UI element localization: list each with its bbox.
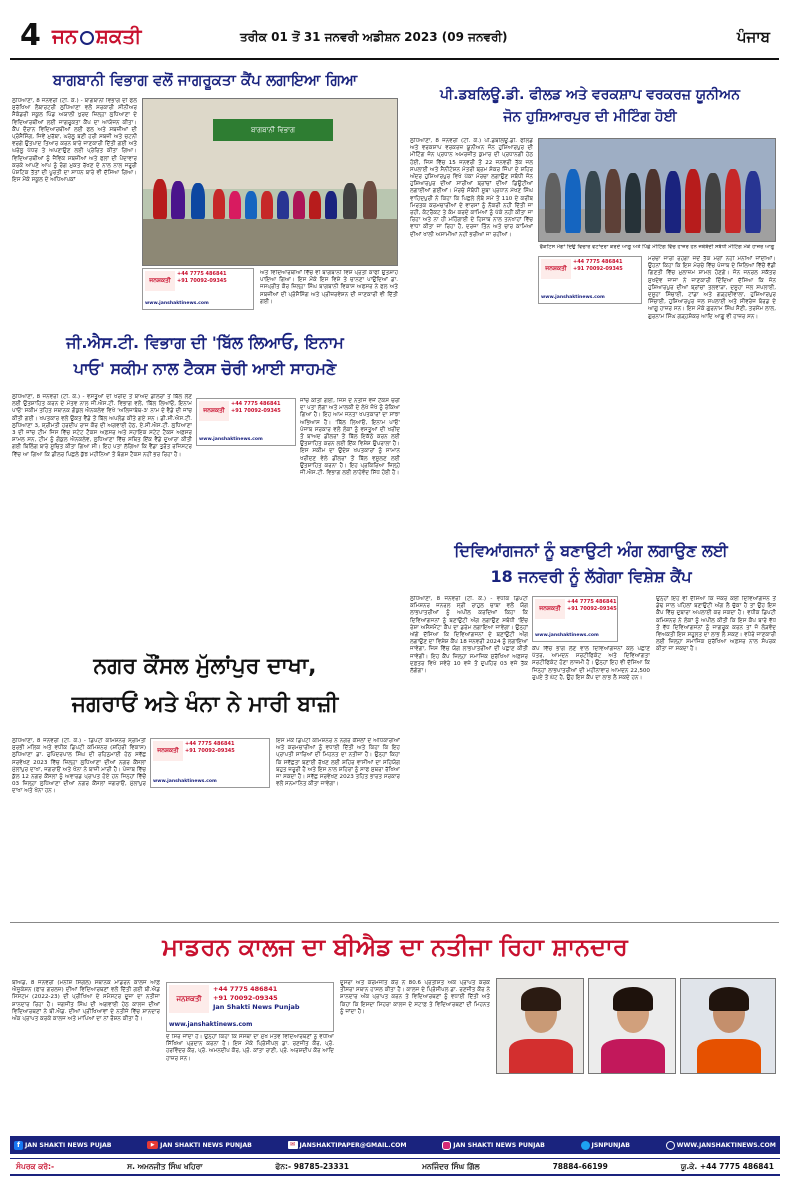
facebook-icon: f — [14, 1141, 23, 1150]
person-silhouette — [363, 181, 377, 219]
person-silhouette — [325, 191, 337, 219]
house-ad[interactable] — [142, 268, 254, 310]
ad-phones: +44 7775 486841 +91 70092-09345 — [185, 741, 235, 754]
banner: ਬਾਗਬਾਨੀ ਵਿਭਾਗ — [213, 119, 333, 141]
ad-logo: ਜਨਸ਼ਕਤੀ — [153, 741, 183, 761]
story-headline: ਨਗਰ ਕੌਂਸਲ ਮੁੱਲਾਂਪੁਰ ਦਾਖਾ, — [93, 654, 317, 679]
house-ad[interactable] — [166, 982, 334, 1032]
logo-word-right: ਸ਼ਕਤੀ — [95, 24, 142, 48]
article-text: ਕੈਂਪ ਵਿੱਚ ਭਾਗ ਲੈਣ ਵਾਲੇ ਦਿਵਿਆਂਗਜਨਾਂ ਕੋਲ ਪਛਾਣ ਪੱਤਰ, ਆਮਦਨ ਸਰਟੀਫਿਕੇਟ ਅਤੇ ਦਿਵਿਆਂਗਤਾ ਸਰਟੀਫਿਕੇਟ ਹੋਣਾ ਲਾਜ਼ਮੀ ਹੈ। ਉਨ੍ਹਾਂ ਇਹ ਵੀ ਦੱਸਿਆ ਕਿ ਜਿਨ੍ਹਾਂ ਲਾਭਪਾਤਰੀਆਂ ਦੀ ਮਹੀਨਾਵਾਰ ਆਮਦਨ 22,500 ਰੁਪਏ ਤੋਂ ਘੱਟ ਹੈ, ਉਹ ਇਸ ਕੈਂਪ ਦਾ ਲਾਭ ਲੈ ਸਕਦੇ ਹਨ। — [532, 646, 650, 681]
person-silhouette — [191, 183, 205, 219]
story-headline: ਬਾਗਬਾਨੀ ਵਿਭਾਗ ਵਲੋਂ ਜਾਗਰੂਕਤਾ ਕੈਂਪ ਲਗਾਇਆ ਗਿਆ — [52, 71, 358, 89]
house-ad[interactable] — [538, 256, 642, 304]
ad-logo: ਜਨਸ਼ਕਤੀ — [541, 259, 571, 279]
house-ad[interactable] — [532, 596, 618, 642]
logo-chakra-icon — [80, 31, 94, 45]
person-silhouette — [705, 173, 721, 233]
ad-logo: ਜਨਸ਼ਕਤੀ — [535, 599, 565, 619]
footer-link-facebook[interactable]: f JAN SHAKTI NEWS PUJAB — [14, 1141, 112, 1150]
contact-phone[interactable]: ਫੋਨ:- 98785-23331 — [275, 1161, 350, 1171]
hair — [613, 987, 653, 1011]
footer-link-instagram[interactable]: JAN SHAKTI NEWS PUNJAB — [442, 1141, 545, 1150]
contact-editor: ਸ. ਅਮਨਜੀਤ ਸਿੰਘ ਖਹਿਰਾ — [127, 1161, 203, 1171]
ad-website[interactable]: www.janshaktinews.com — [145, 301, 209, 306]
student-photo-3 — [680, 978, 776, 1074]
person-silhouette — [229, 191, 241, 219]
article-text: ਇਸ ਮੌਕੇ ਡਿਪਟੀ ਕਮਿਸ਼ਨਰ ਨੇ ਨਗਰ ਕੌਂਸਲਾਂ ਦੇ ਅਧਿਕਾਰੀਆਂ ਅਤੇ ਕਰਮਚਾਰੀਆਂ ਨੂੰ ਵਧਾਈ ਦਿੱਤੀ ਅਤੇ ਕਿਹਾ ਕਿ ਇਹ ਪ੍ਰਾਪਤੀ ਸਾਰਿਆਂ ਦੀ ਮਿਹਨਤ ਦਾ ਨਤੀਜਾ ਹੈ। ਉਨ੍ਹਾਂ ਕਿਹਾ ਕਿ ਸਵੱਛਤਾ ਬਣਾਈ ਰੱਖਣ ਲਈ ਸ਼ਹਿਰ ਵਾਸੀਆਂ ਦਾ ਸਹਿਯੋਗ ਬਹੁਤ ਜ਼ਰੂਰੀ ਹੈ ਅਤੇ ਇਸ ਨਾਲ ਸ਼ਹਿਰਾਂ ਨੂੰ ਸਾਫ ਸੁਥਰਾ ਰੱਖਿਆ ਜਾ ਸਕਦਾ ਹੈ। ਸਵੱਛ ਸਰਵੇਖਣ 2023 ਤਹਿਤ ਭਾਰਤ ਸਰਕਾਰ ਵਲੋਂ ਸਨਮਾਨਿਤ ਕੀਤਾ ਜਾਵੇਗਾ। — [276, 738, 400, 788]
email-icon: ✉ — [288, 1141, 298, 1149]
photo-caption: ਫੈਕਟਿਸ ਮੰਗਾਂ ਦਿਉ ਵਿਚਾਰ ਵਟਾਂਦਰਾ ਕਰਦੇ ਆਗੂ ਅਤੇ ਪਿੱਛੇ ਮੀਟਿੰਗ ਵਿੱਚ ਹਾਜ਼ਰ ਹਨ ਜਥੇਬੰਦੀ ਸਬੰਧੀ ਮੀਟਿੰਗ ਮੌਕੇ ਹਾਜ਼ਰ ਆਗੂ — [539, 244, 775, 250]
person-silhouette — [245, 191, 257, 219]
story-headline: 18 ਜਨਵਰੀ ਨੂੰ ਲੱਗੇਗਾ ਵਿਸ਼ੇਸ਼ ਕੈਂਪ — [490, 567, 692, 586]
house-ad[interactable] — [196, 398, 296, 446]
article-text: ਲੁਧਿਆਣਾ, 8 ਜਨਵਰੀ (ਟੀ. ਕੇ.) - ਡਿਪਟੀ ਕਮਿਸ਼ਨਰ ਸ੍ਰੀਮਤੀ ਸੁਰਭੀ ਮਲਿਕ ਅਤੇ ਵਧੀਕ ਡਿਪਟੀ ਕਮਿਸ਼ਨਰ (ਸ਼ਹਿਰੀ ਵਿਕਾਸ) ਲੁਧਿਆਣਾ ਡਾ. ਰੁਪਿੰਦਰਪਾਲ ਸਿੰਘ ਦੀ ਰਹਿਨੁਮਾਈ ਹੇਠ ਸਵੱਛ ਸਰਵੇਖਣ 2023 ਵਿੱਚ ਜ਼ਿਲ੍ਹਾ ਲੁਧਿਆਣਾ ਦੀਆਂ ਨਗਰ ਕੌਂਸਲਾਂ ਮੁੱਲਾਂਪੁਰ ਦਾਖਾ, ਜਗਰਾਓਂ ਅਤੇ ਖੰਨਾ ਨੇ ਬਾਜ਼ੀ ਮਾਰੀ ਹੈ। ਪੰਜਾਬ ਵਿੱਚ ਕੁੱਲ 12 ਨਗਰ ਕੌਂਸਲਾਂ ਨੂੰ ਅਵਾਰਡ ਪ੍ਰਾਪਤ ਹੋਏ ਹਨ ਜਿਨ੍ਹਾਂ ਵਿੱਚੋਂ 03 ਜ਼ਿਲ੍ਹਾ ਲੁਧਿਆਣਾ ਦੀਆਂ ਨਗਰ ਕੌਂਸਲਾਂ ਜਗਰਾਓਂ, ਮੁੱਲਾਂਪੁਰ ਦਾਖਾ ਅਤੇ ਖੰਨਾ ਹਨ। — [12, 738, 146, 795]
ad-website[interactable]: www.janshaktinews.com — [541, 295, 605, 300]
article-text: ਲੁਧਿਆਣਾ, 8 ਜਨਵਰੀ (ਟੀ. ਕੇ.) - ਵਸਤੂਆਂ ਦੀ ਖਰੀਦ ਤੋਂ ਬਾਅਦ ਡੀਲਰਾਂ ਤੋਂ ਬਿੱਲ ਲੈਣ ਲਈ ਉਤਸ਼ਾਹਿਤ ਕਰਨ ਦੇ ਮੰਤਵ ਨਾਲ ਜੀ.ਐਸ.ਟੀ. ਵਿਭਾਗ ਵਲੋਂ, 'ਬਿੱਲ ਲਿਆਓ, ਇਨਾਮ ਪਾਓ' ਸਕੀਮ ਤਹਿਤ ਸਥਾਨਕ ਗੋਕੁਲ ਐਨਕਲੇਵ ਵਿਖੇ 'ਅਲਿਜਾਬੇਥ-3' ਨਾਮ ਦੇ ਵੈਡੇ ਦੀ ਜਾਂਚ ਕੀਤੀ ਗਈ। ਖਪਤਕਾਰ ਵਲੋਂ ਉਕਤ ਵੈਂਡੇ ਤੋਂ ਬਿੱਲ ਅਪਲੋਡ ਕੀਤੇ ਗਏ ਸਨ। ਡੀ.ਸੀ.ਐਸ.ਟੀ. ਲੁਧਿਆਣਾ 3, ਸ਼੍ਰੀਮਤੀ ਹਰਦੀਪ ਰਾਜ ਕੌਰ ਦੀ ਅਗਵਾਈ ਹੇਠ, ਏ.ਸੀ.ਐਸ.ਟੀ. ਲੁਧਿਆਣਾ 3 ਦੀ ਜਾਂਚ ਟੀਮ ਜਿਸ ਵਿੱਚ ਸਟੇਟ ਟੈਕਸ ਅਫ਼ਸਰ ਅਤੇ ਸਹਾਇਕ ਸਟੇਟ ਟੈਕਸ ਅਫ਼ਸਰ ਸ਼ਾਮਲ ਸਨ, ਟੀਮ ਨੂੰ ਗੋਕੁਲ ਐਨਕਲੇਵ, ਲੁਧਿਆਣਾ ਵਿੱਚ ਸਥਿਤ ਇੱਕ ਵੈਂਡੇ ਦੁਆਰਾ ਕੀਤੀ ਗਈ ਬਿਲਿੰਗ ਬਾਰੇ ਸੂਚਿਤ ਕੀਤਾ ਗਿਆ ਸੀ। ਇਹ ਪਤਾ ਲੱਗਿਆ ਕਿ ਵੈਂਡਾ ਤੁਰੰਤ ਰਜਿਸਟਰ ਵਿੱਚ ਆ ਗਿਆ ਕਿ ਡੀਲਰ ਪਿਛਲੇ ਕੁੱਝ ਮਹੀਨਿਆਂ ਤੋਂ ਬੋਗਸ ਟੈਕਸ ਨਹੀਂ ਭਰ ਰਿਹਾ ਹੈ। — [12, 394, 192, 458]
hair — [709, 987, 749, 1011]
ad-website[interactable]: www.janshaktinews.com — [169, 1021, 253, 1028]
person-silhouette — [309, 191, 321, 219]
article-text: ਲੁਧਿਆਣਾ, 8 ਜਨਵਰੀ (ਟੀ. ਕੇ.) - ਬਾਗਬਾਨੀ ਵਿਭਾਗ ਦੀ ਫਲ ਸੁਰੱਖਿਆ ਲੈਬਾਰਟਰੀ ਲੁਧਿਆਣਾ ਵਲੋਂ ਸਰਕਾਰੀ ਸੀਨੀਅਰ ਸੈਕੰਡਰੀ ਸਕੂਲ ਪਿੰਡ ਅਯਾਲੀ ਖੁਰਦ ਜ਼ਿਲ੍ਹਾ ਲੁਧਿਆਣਾ ਦੇ ਵਿਦਿਆਰਥੀਆਂ ਲਈ ਜਾਗਰੂਕਤਾ ਕੈਂਪ ਦਾ ਆਯੋਜਨ ਕੀਤਾ। ਕੈਂਪ ਦੌਰਾਨ ਵਿਦਿਆਰਥੀਆਂ ਲਈ ਫਲ ਅਤੇ ਸਬਜ਼ੀਆਂ ਦੀ ਪ੍ਰੋਸੈਸਿੰਗ, ਜਿਵੇਂ ਮੁਰੱਬਾ, ਘਰੇਲੂ ਬਣੀ ਹਰੀ ਸਬਜ਼ੀ ਅਤੇ ਚਟਨੀ ਵਰਗੇ ਉਤਪਾਦ ਤਿਆਰ ਕਰਨ ਬਾਰੇ ਜਾਣਕਾਰੀ ਦਿੱਤੀ ਗਈ ਅਤੇ ਘਰੇਲੂ ਪੱਧਰ ਤੇ ਅਪਣਾਉਣ ਲਈ ਪ੍ਰੇਰਿਤ ਕੀਤਾ ਗਿਆ। ਵਿਦਿਆਰਥੀਆਂ ਨੂੰ ਜੈਵਿਕ ਸਬਜ਼ੀਆਂ ਅਤੇ ਫਲਾਂ ਦੀ ਪੈਦਾਵਾਰ ਕਰਕੇ ਆਪਣੇ ਆਪ ਨੂੰ ਰੋਗ ਮੁਕਤ ਰੱਖਣ ਦੇ ਨਾਲ ਨਾਲ ਜਰੂਰੀ ਪੋਸ਼ਟਿਕ ਤੱਤਾਂ ਦੀ ਪੂਰਤੀ ਦਾ ਸਾਧਨ ਬਾਰੇ ਵੀ ਦੱਸਿਆ ਗਿਆ। ਇਸ ਮੌਕੇ ਸਕੂਲ ਦੇ ਅਧਿਆਪਕਾਂ — [12, 98, 137, 184]
footer-link-youtube[interactable]: ▶ JAN SHAKTI NEWS PUNJAB — [147, 1141, 252, 1149]
person-silhouette — [565, 169, 581, 233]
ad-logo: ਜਨਸ਼ਕਤੀ — [145, 271, 175, 291]
story-photo — [142, 98, 398, 266]
article-text: ਬੀਐਡ, 8 ਜਨਵਰੀ (ਮਨੀਸ਼ ਸਿੰਗਲ) ਸਥਾਨਕ ਮਾਡਰਨ ਕਾਲਜ ਆਫ਼ ਐਜੂਕੇਸ਼ਨ (ਫਾਰ ਗਰਲਜ਼) ਦੀਆਂ ਵਿਦਿਆਰਥਣਾਂ ਵਲੋਂ ਦਿੱਤੀ ਗਈ ਬੀ.ਐਡ ਸਿਸਟਮ (2022-23) ਦੀ ਪ੍ਰੀਖਿਆ ਦੇ ਸਮੈਸਟਰ ਦੂਜਾ ਦਾ ਨਤੀਜਾ ਸ਼ਾਨਦਾਰ ਰਿਹਾ ਹੈ। ਜਗਜੀਤ ਸਿੰਘ ਦੀ ਅਗਵਾਈ ਹੇਠ ਕਾਲਜ ਦੀਆਂ ਵਿਦਿਆਰਥਣਾਂ ਨੇ ਬੀ.ਐਡ. ਦੀਆਂ ਪ੍ਰੀਖਿਆਵਾਂ ਦੇ ਨਤੀਜੇ ਵਿੱਚ ਸ਼ਾਨਦਾਰ ਅੰਕ ਪ੍ਰਾਪਤ ਕਰਕੇ ਕਾਲਜ ਅਤੇ ਮਾਪਿਆਂ ਦਾ ਨਾਂ ਰੌਸ਼ਨ ਕੀਤਾ ਹੈ। — [12, 980, 160, 1023]
story-headline: ਪਾਓ' ਸਕੀਮ ਨਾਲ ਟੈਕਸ ਚੋਰੀ ਆਈ ਸਾਹਮਣੇ — [73, 359, 337, 378]
instagram-icon — [442, 1141, 451, 1150]
house-ad[interactable] — [150, 738, 270, 788]
person-silhouette — [585, 171, 601, 233]
ad-website[interactable]: www.janshaktinews.com — [535, 633, 599, 638]
person-silhouette — [545, 173, 561, 233]
ad-phones: +44 7775 486841 +91 70092-09345 Jan Shakti News Punjab — [213, 985, 300, 1011]
story-headline: ਦਿਵਿਆਂਗਜਨਾਂ ਨੂੰ ਬਣਾਉਟੀ ਅੰਗ ਲਗਾਉਣ ਲਈ — [454, 541, 728, 560]
student-photo-2 — [588, 978, 676, 1074]
person-silhouette — [261, 191, 273, 219]
person-silhouette — [277, 191, 289, 219]
footer-links-bar — [10, 1136, 780, 1154]
masthead-rule — [10, 58, 779, 60]
ground — [143, 219, 398, 266]
footer-link-email[interactable]: ✉ JANSHAKTIPAPER@GMAIL.COM — [288, 1141, 407, 1149]
story-headline: ਜਗਰਾਓਂ ਅਤੇ ਖੰਨਾ ਨੇ ਮਾਰੀ ਬਾਜ਼ੀ — [71, 692, 339, 717]
clothes — [601, 1039, 665, 1074]
story-headline: ਪੀ.ਡਬਲਿਊ.ਡੀ. ਫੀਲਡ ਅਤੇ ਵਰਕਸ਼ਾਪ ਵਰਕਰਜ਼ ਯੂਨੀਅਨ — [440, 87, 740, 103]
article-text: ਅਤੇ ਵਿਦਿਆਰਥੀਆਂ ਵਿੱਚ ਵੀ ਬਾਗਬਾਨੀ ਵਿਸ਼ੇ ਪ੍ਰਤੀ ਕਾਫੀ ਉਤਸ਼ਾਹ ਪਾਇਆ ਗਿਆ। ਇਸ ਮੌਕੇ ਇਸ ਵਿਸ਼ੇ ਤੇ ਚਾਨਣਾ ਪਾਉਂਦਿਆਂ ਡਾ. ਜਸਪ੍ਰੀਤ ਕੌਰ ਜ਼ਿਲ੍ਹਾ ਸਿੰਘ ਬਾਗਬਾਨੀ ਵਿਕਾਸ ਅਫਸਰ ਨੇ ਫਲ ਅਤੇ ਸਬਜ਼ੀਆਂ ਦੀ ਪ੍ਰੋਸੈਸਿੰਗ ਅਤੇ ਪ੍ਰੀਜ਼ਰਵੇਸ਼ਨ ਦੀ ਜਾਣਕਾਰੀ ਵੀ ਦਿੱਤੀ ਗਈ। — [260, 270, 398, 305]
ad-logo: ਜਨਸ਼ਕਤੀ — [169, 985, 209, 1013]
contact-label: ਸੰਪਰਕ ਕਰੋ:- — [16, 1161, 55, 1171]
person-silhouette — [153, 179, 167, 219]
article-text: ਜਾਂਚ ਕੀਤੀ ਗਈ, ਜਿਸ ਦੇ ਨਤੀਜੇ ਵਜੋਂ ਟੈਕਸ ਚੋਰੀ ਦਾ ਪਤਾ ਲੱਗਾ ਅਤੇ ਮਾਲਕੀ ਦੇ ਲੇਖੇ ਜੋਖੇ ਨੂੰ ਰੋਕਿਆ ਗਿਆ ਹੈ। ਇਹ ਆਮ ਜਨਤਾ ਖਪਤਕਾਰਾਂ ਦਾ ਸਾਂਝਾ ਅਭਿਆਸ ਹੈ। 'ਬਿੱਲ ਲਿਆਓ, ਇਨਾਮ ਪਾਓ' ਪੰਜਾਬ ਸਰਕਾਰ ਵਲੋਂ ਲੋਕਾਂ ਨੂੰ ਵਸਤੂਆਂ ਦੀ ਖਰੀਦ ਤੋਂ ਬਾਅਦ ਡੀਲਰਾਂ ਤੋਂ ਬਿੱਲ ਇਕੱਠੇ ਕਰਨ ਲਈ ਉਤਸ਼ਾਹਿਤ ਕਰਨ ਲਈ ਇੱਕ ਵਿਸ਼ੇਸ਼ ਉਪਰਾਲਾ ਹੈ। ਇਸ ਸਕੀਮ ਦਾ ਉਦੇਸ਼ ਖਪਤਕਾਰਾਂ ਨੂੰ ਸਾਮਾਨ ਖਰੀਦਣ ਵੇਲੇ ਡੀਲਰਾਂ ਤੋਂ ਬਿੱਲ ਵਸੂਲਣ ਲਈ ਉਤਸ਼ਾਹਿਤ ਕਰਨਾ ਹੈ। ਇਹ ਪ੍ਰਕਿਰਿਆ ਜ਼ਿਲ੍ਹੇ ਜੀ.ਐਸ.ਟੀ. ਵਿਭਾਗ ਲਈ ਲਾਹੇਵੰਦ ਸਿੱਧ ਹੋਈ ਹੈ। — [300, 398, 400, 477]
story-headline: ਮਾਡਰਨ ਕਾਲਜ ਦਾ ਬੀਐਡ ਦਾ ਨਤੀਜਾ ਰਿਹਾ ਸ਼ਾਨਦਾਰ — [162, 933, 628, 961]
contact-uk-phone[interactable]: ਯੂ.ਕੇ. +44 7775 486841 — [680, 1161, 774, 1171]
page-number: 4 — [20, 18, 41, 53]
story-headline: ਜੀ.ਐਸ.ਟੀ. ਵਿਭਾਗ ਦੀ 'ਬਿੱਲ ਲਿਆਓ, ਇਨਾਮ — [66, 333, 344, 352]
masthead-logo — [52, 24, 141, 48]
ad-website[interactable]: www.janshaktinews.com — [153, 779, 217, 784]
person-silhouette — [625, 173, 641, 233]
person-silhouette — [645, 169, 661, 233]
building-wall — [143, 99, 398, 189]
student-photo-1 — [496, 978, 584, 1074]
youtube-icon: ▶ — [147, 1141, 158, 1149]
article-text: ਦੇ ਸਿਰ ਜਾਂਦਾ ਹੈ। ਉਨ੍ਹਾਂ ਕਿਹਾ ਕਿ ਸੰਸਥਾ ਦਾ ਮੁੱਖ ਮੰਤਵ ਵਿਦਿਆਰਥਣਾਂ ਨੂੰ ਵਧੀਆ ਸਿੱਖਿਆ ਪ੍ਰਦਾਨ ਕਰਨਾ ਹੈ। ਇਸ ਮੌਕੇ ਪ੍ਰਿੰਸੀਪਲ ਡਾ. ਰਣਜੀਤ ਕੌਰ, ਪ੍ਰੋ. ਹਰਵਿੰਦਰ ਕੌਰ, ਪ੍ਰੋ. ਅਮਨਦੀਪ ਕੌਰ, ਪ੍ਰੋ. ਕਾਂਤਾ ਰਾਣੀ, ਪ੍ਰੋ. ਅਰਸ਼ਦੀਪ ਕੌਰ ਆਦਿ ਹਾਜ਼ਰ ਸਨ। — [166, 1034, 334, 1062]
ad-phones: +44 7775 486841 +91 70092-09345 — [573, 259, 623, 272]
clothes — [509, 1039, 573, 1074]
logo-word-left: ਜਨ — [52, 24, 78, 48]
story-headline: ਜੋਨ ਹੁਸ਼ਿਆਰਪੁਰ ਦੀ ਮੀਟਿੰਗ ਹੋਈ — [503, 109, 677, 125]
person-silhouette — [685, 169, 701, 233]
footer-contact-bar — [10, 1158, 780, 1176]
globe-icon — [666, 1141, 675, 1150]
ad-phones: +44 7775 486841 +91 70092-09345 — [177, 271, 227, 284]
ad-website[interactable]: www.janshaktinews.com — [199, 437, 263, 442]
dateline: ਤਰੀਕ 01 ਤੋਂ 31 ਜਨਵਰੀ ਅਡੀਸ਼ਨ 2023 (09 ਜਨਵਰੀ) — [240, 30, 508, 44]
person-silhouette — [605, 169, 621, 233]
contact-name-2: ਮਨਜਿੰਦਰ ਸਿੰਘ ਗਿੱਲ — [422, 1161, 480, 1171]
person-silhouette — [213, 189, 225, 219]
article-text: ਲੁਧਿਆਣਾ, 8 ਜਨਵਰੀ (ਟੀ. ਕੇ.) - ਵਧੀਕ ਡਿਪਟੀ ਕਮਿਸ਼ਨਰ ਜਨਰਲ ਸ੍ਰੀ ਰਾਹੁਲ ਚਾਬਾ ਵਲੋਂ ਯੋਗ ਲਾਭਪਾਤਰੀਆਂ ਨੂੰ ਅਪੀਲ ਕਰਦਿਆਂ ਕਿਹਾ ਕਿ ਦਿਵਿਆਂਗਜਨਾਂ ਨੂੰ ਬਣਾਉਟੀ ਅੰਗ ਲਗਾਉਣ ਸਬੰਧੀ 'ਇੰਚ ਰੇਸ਼ਾ ਅਸੈਸਮੈਂਟ' ਕੈਂਪ ਦਾ ਡਰੇਮ ਲਗਾਇਆ ਜਾਵੇਗਾ। ਉਨ੍ਹਾਂ ਅੱਗੇ ਦੱਸਿਆ ਕਿ ਦਿਵਿਆਂਗਜਨਾਂ ਦੇ ਬਣਾਉਟੀ ਅੰਗ ਲਗਾਉਣ ਦਾ ਵਿਸ਼ੇਸ਼ ਕੈਂਪ 18 ਜਨਵਰੀ 2024 ਨੂੰ ਲਗਾਇਆ ਜਾਵੇਗਾ, ਜਿਸ ਵਿੱਚ ਯੋਗ ਲਾਭਪਾਤਰੀਆਂ ਦੀ ਪਛਾਣ ਕੀਤੀ ਜਾਵੇਗੀ। ਇਹ ਕੈਂਪ ਜ਼ਿਲ੍ਹਾ ਸਮਾਜਿਕ ਸੁਰੱਖਿਆ ਅਫ਼ਸਰ ਦਫ਼ਤਰ ਵਿਖੇ ਸਵੇਰੇ 10 ਵਜੇ ਤੋਂ ਦੁਪਹਿਰ 03 ਵਜੇ ਤੱਕ ਲੱਗੇਗਾ। — [410, 596, 528, 675]
section-rule — [10, 922, 779, 923]
clothes — [697, 1039, 761, 1074]
twitter-icon — [581, 1141, 590, 1150]
person-silhouette — [293, 191, 305, 219]
ad-phones: +44 7775 486841 +91 70092-09345 — [231, 401, 281, 414]
contact-phone-2[interactable]: 78884-66199 — [552, 1162, 608, 1171]
person-silhouette — [725, 169, 741, 233]
ad-logo: ਜਨਸ਼ਕਤੀ — [199, 401, 229, 421]
footer-link-website[interactable]: WWW.JANSHAKTINEWS.COM — [666, 1141, 776, 1150]
ad-phones: +44 7775 486841 +91 70092-09345 — [567, 599, 617, 612]
article-text: ਉਨ੍ਹਾਂ ਇਹ ਵੀ ਦੱਸਿਆ ਕਿ ਜੇਕਰ ਕੋਈ ਦਿਵਿਆਂਗਜਨ ਤੋਂ ਡੇਢ ਸਾਲ ਪਹਿਲਾਂ ਬਣਾਉਟੀ ਅੰਗ ਲੈ ਚੁੱਕਾ ਹੈ ਤਾਂ ਉਹ ਇਸ ਕੈਂਪ ਵਿੱਚ ਦੁਬਾਰਾ ਅਪਲਾਈ ਕਰ ਸਕਦਾ ਹੈ। ਵਧੀਕ ਡਿਪਟੀ ਕਮਿਸ਼ਨਰ ਨੇ ਲੋਕਾਂ ਨੂੰ ਅਪੀਲ ਕੀਤੀ ਕਿ ਇਸ ਕੈਂਪ ਬਾਰੇ ਵੱਧ ਤੋਂ ਵੱਧ ਦਿਵਿਆਂਗਜਨਾਂ ਨੂੰ ਜਾਗਰੂਕ ਕਰਨ ਤਾਂ ਜੋ ਲੋੜਵੰਦ ਵਿਅਕਤੀ ਇਸ ਸਹੂਲਤ ਦਾ ਲਾਭ ਲੈ ਸਕਣ। ਵਧੇਰੇ ਜਾਣਕਾਰੀ ਲਈ ਜ਼ਿਲ੍ਹਾ ਸਮਾਜਿਕ ਸੁਰੱਖਿਆ ਅਫ਼ਸਰ ਨਾਲ ਸੰਪਰਕ ਕੀਤਾ ਜਾ ਸਕਦਾ ਹੈ। — [656, 596, 776, 653]
story-photo — [538, 138, 776, 242]
article-text: ਮੋਰਚਾ ਜਾਰੀ ਰਹੇਗਾ ਜਦੋਂ ਤੱਕ ਮੰਗਾਂ ਨਹੀਂ ਮੰਨੀਆਂ ਜਾਂਦੀਆਂ। ਉਹਨਾਂ ਕਿਹਾ ਕਿ ਇਸ ਮੋਰਚੇ ਵਿੱਚ ਪੰਜਾਬ ਦੇ ਜ਼ਿਲਿਆਂ ਵਿੱਚੋਂ ਵੱਡੀ ਗਿਣਤੀ ਵਿੱਚ ਮੁਲਾਜ਼ਮ ਸ਼ਾਮਲ ਹੋਣਗੇ। ਜੋਨ ਜਨਰਲ ਸਕੱਤਰ ਸੁਖਦੇਵ ਜਾਜਾ ਨੇ ਜਾਣਕਾਰੀ ਦਿੰਦਿਆਂ ਦੱਸਿਆ ਕਿ ਜੋਨ ਹੁਸ਼ਿਆਰਪੁਰ ਦੀਆਂ ਬ੍ਰਾਂਚਾਂ ਤਲਵਾੜਾ, ਦਸੂਹਾ ਜਲ ਸਪਲਾਈ, ਦਸੂਹਾ ਸਿੰਚਾਈ, ਟਾਂਡਾ ਅਤੇ ਗੜ੍ਹਦੀਵਾਲਾ, ਹੁਸ਼ਿਆਰਪੁਰ ਸਿੰਚਾਈ, ਹੁਸ਼ਿਆਰਪੁਰ ਜਲ ਸਪਲਾਈ ਅਤੇ ਸੀਵਰੇਜ ਬੋਰਡ ਦੇ ਆਗੂ ਹਾਜ਼ਰ ਸਨ। ਇਸ ਮੌਕੇ ਗੁਰਨਾਮ ਸਿੰਘ ਸੈਣੀ, ਤਰਸੇਮ ਲਾਲ, ਗੁਰਨਾਮ ਸਿੰਘ ਗੜ੍ਹਸ਼ੰਕਰ ਆਦਿ ਆਗੂ ਵੀ ਹਾਜ਼ਰ ਸਨ। — [648, 256, 776, 320]
person-silhouette — [171, 181, 185, 219]
section-name: ਪੰਜਾਬ — [736, 28, 770, 46]
footer-link-twitter[interactable]: JSNPUNJAB — [581, 1141, 630, 1150]
article-text: ਲੁਧਿਆਣਾ, 8 ਜਨਵਰੀ (ਟੀ. ਕੇ.) ਪੀ.ਡਬਲਿਊ.ਡੀ. ਫੀਲਡ ਅਤੇ ਵਰਕਸ਼ਾਪ ਵਰਕਰਜ਼ ਯੂਨੀਅਨ ਜੋਨ ਹੁਸ਼ਿਆਰਪੁਰ ਦੀ ਮੀਟਿੰਗ ਜੋਨ ਪ੍ਰਧਾਨ ਅਮਰਜੀਤ ਕੁਮਾਰ ਦੀ ਪ੍ਰਧਾਨਗੀ ਹੇਠ ਹੋਈ, ਜਿਸ ਵਿੱਚ 15 ਜਨਵਰੀ ਤੋਂ 22 ਜਨਵਰੀ ਤੱਕ ਜਲ ਸਪਲਾਈ ਅਤੇ ਸੈਨੀਟੇਸ਼ਨ ਮੰਤਰੀ ਬ੍ਰਮ ਸ਼ੰਕਰ ਜਿੰਪਾ ਦੇ ਸ਼ਹਿਰ ਅੰਦਰ ਹੁਸ਼ਿਆਰਪੁਰ ਵਿਖੇ ਪੱਕਾ ਮੋਰਚਾ ਲਗਾਉਣ ਸਬੰਧੀ ਜੋਨ ਹੁਸ਼ਿਆਰਪੁਰ ਦੀਆਂ ਸਾਰੀਆਂ ਬ੍ਰਾਂਚਾਂ ਦੀਆਂ ਡਿਊਟੀਆਂ ਲਗਾਈਆਂ ਗਈਆਂ। ਮੋਰਚੇ ਸੰਬੰਧੀ ਸੂਬਾ ਪ੍ਰਧਾਨ ਮੱਖਣ ਸਿੰਘ ਵਾਹਿਦਪੁਰੀ ਨੇ ਕਿਹਾ ਕਿ ਪਿਛਲੇ ਲੰਬੇ ਸਮੇਂ ਤੋਂ 110 ਦੇ ਕਰੀਬ ਮਿਰਤਕ ਕਰਮਚਾਰੀਆਂ ਦੇ ਵਾਰਸਾਂ ਨੂੰ ਨੌਕਰੀ ਨਹੀਂ ਦਿੱਤੀ ਜਾ ਰਹੀ, ਕੰਟਰੈਕਟ ਤੇ ਕੰਮ ਕਰਦੇ ਕਾਮਿਆਂ ਨੂੰ ਪੱਕੇ ਨਹੀਂ ਕੀਤਾ ਜਾ ਰਿਹਾ ਅਤੇ ਨਾ ਹੀ ਮਹਿੰਗਾਈ ਦੇ ਹਿਸਾਬ ਨਾਲ ਤਨਖਾਹਾਂ ਵਿੱਚ ਵਾਧਾ ਕੀਤਾ ਜਾ ਰਿਹਾ ਹੈ, ਦਰਜਾ ਤਿੰਨ ਅਤੇ ਚਾਰ ਕਾਮਿਆਂ ਦੀਆਂ ਖਾਲੀ ਅਸਾਮੀਆਂ ਨਹੀਂ ਭਰੀਆਂ ਜਾ ਰਹੀਆਂ। — [410, 138, 533, 238]
article-text: ਦੂਸਰਾ ਅਤੇ ਕਰਮਜੀਤ ਕੌਰ ਨੇ 80.6 ਪ੍ਰਤੀਸ਼ਤ ਅੰਕ ਪ੍ਰਾਪਤ ਕਰਕੇ ਤੀਸਰਾ ਸਥਾਨ ਹਾਸਲ ਕੀਤਾ ਹੈ। ਕਾਲਜ ਦੇ ਪ੍ਰਿੰਸੀਪਲ ਡਾ. ਰਣਜੀਤ ਕੌਰ ਨੇ ਸ਼ਾਨਦਾਰ ਅੰਕ ਪ੍ਰਾਪਤ ਕਰਨ ਤੇ ਵਿਦਿਆਰਥਣਾਂ ਨੂੰ ਵਧਾਈ ਦਿੱਤੀ ਅਤੇ ਕਿਹਾ ਕਿ ਇਸਦਾ ਸਿਹਰਾ ਕਾਲਜ ਦੇ ਸਟਾਫ਼ ਤੇ ਵਿਦਿਆਰਥਣਾਂ ਦੀ ਮਿਹਨਤ ਨੂੰ ਜਾਂਦਾ ਹੈ। — [340, 980, 490, 1015]
person-silhouette — [343, 183, 357, 219]
person-silhouette — [745, 171, 761, 233]
hair — [521, 987, 561, 1011]
person-silhouette — [665, 171, 681, 233]
